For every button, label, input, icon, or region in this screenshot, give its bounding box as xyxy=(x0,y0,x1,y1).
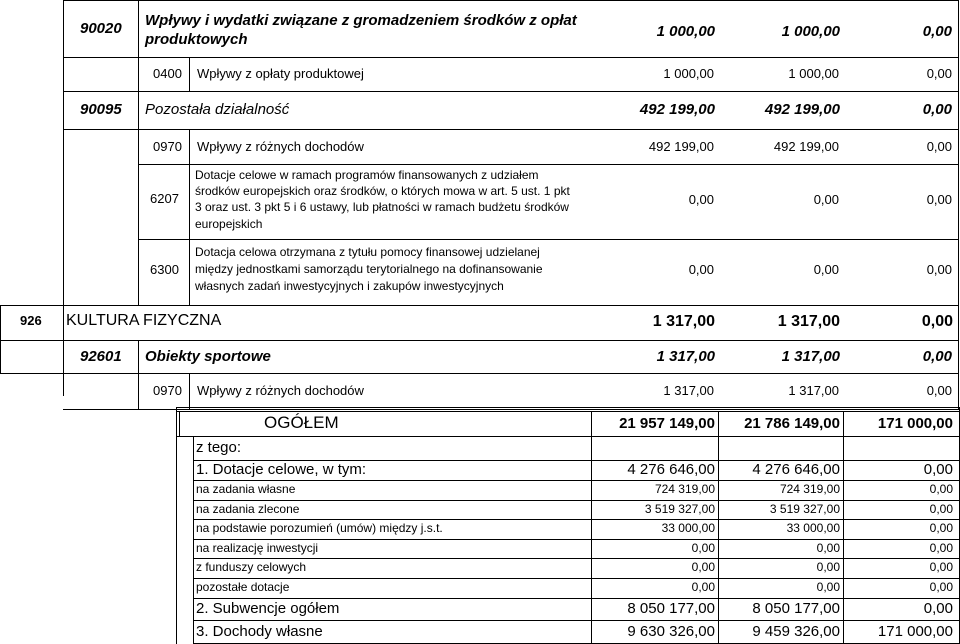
row-label: Wpływy z różnych dochodów xyxy=(197,383,364,398)
row-value-planned: 1 317,00 xyxy=(663,383,714,398)
value-current: 492 199,00 xyxy=(764,101,840,118)
row-value-difference: 0,00 xyxy=(926,262,952,277)
section-title: Pozostała działalność xyxy=(145,101,290,118)
summary-row-value-current: 0,00 xyxy=(816,580,840,594)
summary-row-value-planned: 9 630 326,00 xyxy=(627,623,715,640)
summary-row-label: 3. Dochody własne xyxy=(196,623,323,640)
section-title: Wpływy i wydatki związane z gromadzeniem środków z opłat xyxy=(145,12,577,29)
value-planned: 1 317,00 xyxy=(656,348,715,365)
summary-row-value-difference: 0,00 xyxy=(923,600,953,617)
value-current: 1 000,00 xyxy=(781,23,840,40)
summary-row-label: z funduszy celowych xyxy=(196,560,307,574)
row-label-line: Dotacja celowa otrzymana z tytułu pomocy finansowej udzielanej xyxy=(195,245,540,259)
summary-row-label: na zadania zlecone xyxy=(196,502,300,516)
summary-row-value-difference: 0,00 xyxy=(929,502,953,516)
value-difference: 0,00 xyxy=(922,23,952,40)
value-difference: 0,00 xyxy=(921,313,953,330)
row-label-line: między jednostkami samorządu terytorialnego na dofinansowanie xyxy=(195,262,543,276)
summary-row-label: pozostałe dotacje xyxy=(196,580,290,594)
summary-row-value-difference: 171 000,00 xyxy=(877,623,953,640)
summary-row-label: na realizację inwestycji xyxy=(196,541,319,555)
row-value-current: 0,00 xyxy=(813,262,839,277)
row-code: 0970 xyxy=(153,139,182,154)
row-code: 0970 xyxy=(153,383,182,398)
row-value-current: 1 000,00 xyxy=(788,66,839,81)
row-value-difference: 0,00 xyxy=(926,139,952,154)
summary-row-label: 2. Subwencje ogółem xyxy=(196,600,340,617)
row-code: 6300 xyxy=(150,262,179,277)
summary-total-current: 21 786 149,00 xyxy=(744,415,840,432)
summary-row-value-difference: 0,00 xyxy=(929,541,953,555)
summary-row-label: na zadania własne xyxy=(196,482,296,496)
value-current: 1 317,00 xyxy=(777,313,840,330)
value-planned: 1 317,00 xyxy=(652,313,715,330)
row-code: 0400 xyxy=(153,66,182,81)
summary-row-value-planned: 33 000,00 xyxy=(661,521,715,535)
row-value-planned: 1 000,00 xyxy=(663,66,714,81)
section-code: 90095 xyxy=(80,101,122,118)
value-difference: 0,00 xyxy=(922,348,952,365)
summary-row-value-planned: 8 050 177,00 xyxy=(627,600,715,617)
summary-row-value-difference: 0,00 xyxy=(929,482,953,496)
section-code: 926 xyxy=(20,313,42,328)
section-title: KULTURA FIZYCZNA xyxy=(66,312,222,329)
row-value-difference: 0,00 xyxy=(926,192,952,207)
summary-row-value-planned: 0,00 xyxy=(691,580,715,594)
summary-row-value-difference: 0,00 xyxy=(929,521,953,535)
value-difference: 0,00 xyxy=(922,101,952,118)
summary-row-value-current: 0,00 xyxy=(816,560,840,574)
summary-row-label: na podstawie porozumień (umów) między j.s.t. xyxy=(196,521,443,535)
summary-row-value-current: 9 459 326,00 xyxy=(752,623,840,640)
summary-total-planned: 21 957 149,00 xyxy=(619,415,715,432)
summary-row-value-current: 8 050 177,00 xyxy=(752,600,840,617)
section-title: Obiekty sportowe xyxy=(145,348,271,365)
row-label: Wpływy z opłaty produktowej xyxy=(197,66,364,81)
summary-row-value-planned: 4 276 646,00 xyxy=(627,461,715,478)
row-value-difference: 0,00 xyxy=(926,383,952,398)
summary-row-value-planned: 724 319,00 xyxy=(654,482,715,496)
summary-row-label: 1. Dotacje celowe, w tym: xyxy=(196,461,367,478)
section-code: 90020 xyxy=(80,20,122,37)
summary-row-value-difference: 0,00 xyxy=(929,580,953,594)
row-value-difference: 0,00 xyxy=(926,66,952,81)
row-label-line: własnych zadań inwestycyjnych i zakupów inwestycyjnych xyxy=(195,279,504,293)
row-value-planned: 492 199,00 xyxy=(648,139,714,154)
section-title-continued: produktowych xyxy=(145,31,248,48)
summary-total-difference: 171 000,00 xyxy=(877,415,953,432)
row-label-line: Dotacje celowe w ramach programów finansowanych z udziałem xyxy=(195,168,539,182)
value-current: 1 317,00 xyxy=(781,348,840,365)
summary-row-value-planned: 3 519 327,00 xyxy=(644,502,715,516)
summary-row-value-current: 4 276 646,00 xyxy=(752,461,840,478)
row-label-line: europejskich xyxy=(195,217,263,231)
row-code: 6207 xyxy=(150,191,179,206)
summary-row-value-current: 3 519 327,00 xyxy=(769,502,840,516)
summary-row-value-planned: 0,00 xyxy=(691,541,715,555)
value-planned: 1 000,00 xyxy=(656,23,715,40)
row-value-planned: 0,00 xyxy=(688,192,714,207)
row-label-line: środków europejskich oraz środków, o których mowa w art. 5 ust. 1 pkt xyxy=(195,184,570,198)
summary-title: OGÓŁEM xyxy=(264,413,339,432)
value-planned: 492 199,00 xyxy=(639,101,715,118)
summary-row-value-difference: 0,00 xyxy=(929,560,953,574)
row-value-current: 492 199,00 xyxy=(773,139,839,154)
summary-row-value-difference: 0,00 xyxy=(923,461,953,478)
row-label: Wpływy z różnych dochodów xyxy=(197,139,364,154)
section-code: 92601 xyxy=(80,348,122,365)
row-value-planned: 0,00 xyxy=(688,262,714,277)
summary-z-tego: z tego: xyxy=(196,439,242,456)
summary-row-value-current: 33 000,00 xyxy=(786,521,840,535)
row-label-line: 3 oraz ust. 3 pkt 5 i 6 ustawy, lub płatności w ramach budżetu środków xyxy=(195,200,569,214)
summary-row-value-planned: 0,00 xyxy=(691,560,715,574)
row-value-current: 1 317,00 xyxy=(788,383,839,398)
summary-row-value-current: 724 319,00 xyxy=(779,482,840,496)
row-value-current: 0,00 xyxy=(813,192,839,207)
summary-row-value-current: 0,00 xyxy=(816,541,840,555)
